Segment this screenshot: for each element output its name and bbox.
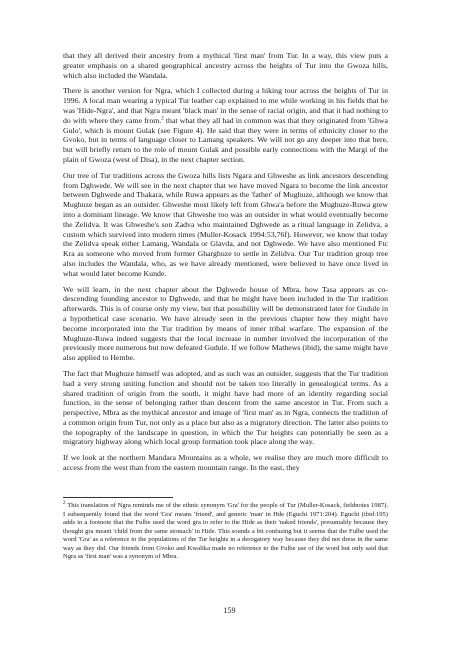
paragraph-with-footnote (63, 86, 388, 164)
paragraph: We will learn, in the next chapter about the Dghwede house of Mbra, how Tasa appears as co-descending founding ancestor to Dghwede, and that he might have been included in the Tur tradition afterwards. This is of course only my view, but that possibility will be demonstrated later for Gudule in a hypothetical case scenario. We have already seen in the previous chapter how they might have become incorporated into the Tur tradition by means of inner tribal warfare. The expansion of the Mughuze-Ruwa indeed suggests that the local increase in number involved the incorporation of the previously more numerous but now defeated Gudule. If we follow Mathews (ibid), the same might have also applied to Hembe. (63, 284, 388, 363)
paragraph: If we look at the northern Mandara Mountains as a whole, we realise they are much more difficult to access from the west than from the eastern mountain range. In the east, they (63, 453, 388, 473)
footnote (63, 502, 388, 562)
footnote-reference[interactable]: 2 (161, 116, 164, 122)
paragraph: that they all derived their ancestry from a mythical 'first man' from Tur. In a way, this view puts a greater emphasis on a shared geographical ancestry across the heights of Tur into the Gwoza hills, which also included the Wandala. (63, 51, 388, 80)
body-text (63, 51, 388, 479)
footnote-divider (63, 497, 173, 498)
footnote-marker: 2 (63, 500, 66, 506)
paragraph: The fact that Mughuze himself was adopted, and as such was an outsider, suggests that the Tur tradition had a very strong uniting function and should not be taken too literally in genealogical terms. As a shared tradition of origin from the south, it might have had more of an identity regarding social function, in the sense of belonging rather than descent from the same ancestor in Tur. From such a perspective, Mbra as the mythical ancestor and image of 'first man' as in Ngra, connects the tradition of a common origin from Tur, not only as a place but also as a migratory direction. The latter also points to the topography of the landscape in question, in which the Tur heights can potentially be seen as a migratory highway along which local group formation took place along the way. (63, 368, 388, 447)
footnote-text: This translation of Ngra reminds me of the ethnic synonym 'Gra' for the people of Tur (Muller-Kosack, fieldnotes 1987). I subsequently found that the word 'Gra' means 'friend', and generic 'man' in Hde (Eguchi 1971:204). Eguchi (ibid:195) adds in a footnote that the Fulbe used the word gra to refer to the Hide as their 'naked friends', presumably because they thought gra meant 'child from the same stomach' in Hide. This sounds a bit confusing but it seems that the Fulbe used the word 'Gra' as a reference to the populations of the Tur heights in a derogatory way because they did not dress in the same way as they did. Our friends from Gvoko and Kwalika made no reference to the Fulbe use of the word but only said that Ngra as 'first man' was a synonym of Mbra. (63, 502, 389, 560)
page-number: 159 (223, 606, 236, 615)
paragraph-text-part-2: that what they all had in common was that they originated from 'Ghwa Gulo', which is mount Gulak (see Figure 4). He said that they were in terms of ethnicity closer to the Gvoko, but in terms of language closer to Lamang speakers. We will not go any deeper into that here, but will briefly return to the role of mount Gulak and possible early connections with the Margi of the plain of Gwoza (west of Disa), in the next chapter section. (63, 115, 388, 164)
paragraph-text-part-1: There is another version for Ngra, which I collected during a hiking tour across the heights of Tur in 1996. A local man wearing a typical Tur leather cap explained to me while working in his fields that he was 'Hide-Ngra', and that Ngra meant 'black man' in the sense of racial origin, and that it had nothing to do with where they came from. (63, 86, 388, 125)
paragraph: Our tree of Tur traditions across the Gwoza hills lists Ngara and Ghweshe as link ancestors descending from Dghwede. We will see in the next chapter that we have moved Ngara to become the link ancestor between Dghwede and Thakara, while Ruwa appears as the 'father' of Mughuze, although we know that Mughuze began as an outsider. Ghweshe most likely left from Ghwa'a before the Mughuze-Ruwa grew into a dominant lineage. We know that Ghweshe too was an outsider in what would eventually become the Zelidva. It was Ghweshe's son Zadva who maintained Dghwede as a ritual language in Zelidva, a custom which survived into modern times (Muller-Kosack 1994:53,76f). However, we know that today the Zelidva speak either Lamang, Wandala or Glavda, and not Dghwede. We have also mentioned Ftc Kra as someone who moved from former Gharghuze to settle in Zelidva. Our Tur tradition group tree also includes the Wandala, who, as we have already mentioned, were believed to have once lived in what would later become Kunde. (63, 170, 388, 278)
